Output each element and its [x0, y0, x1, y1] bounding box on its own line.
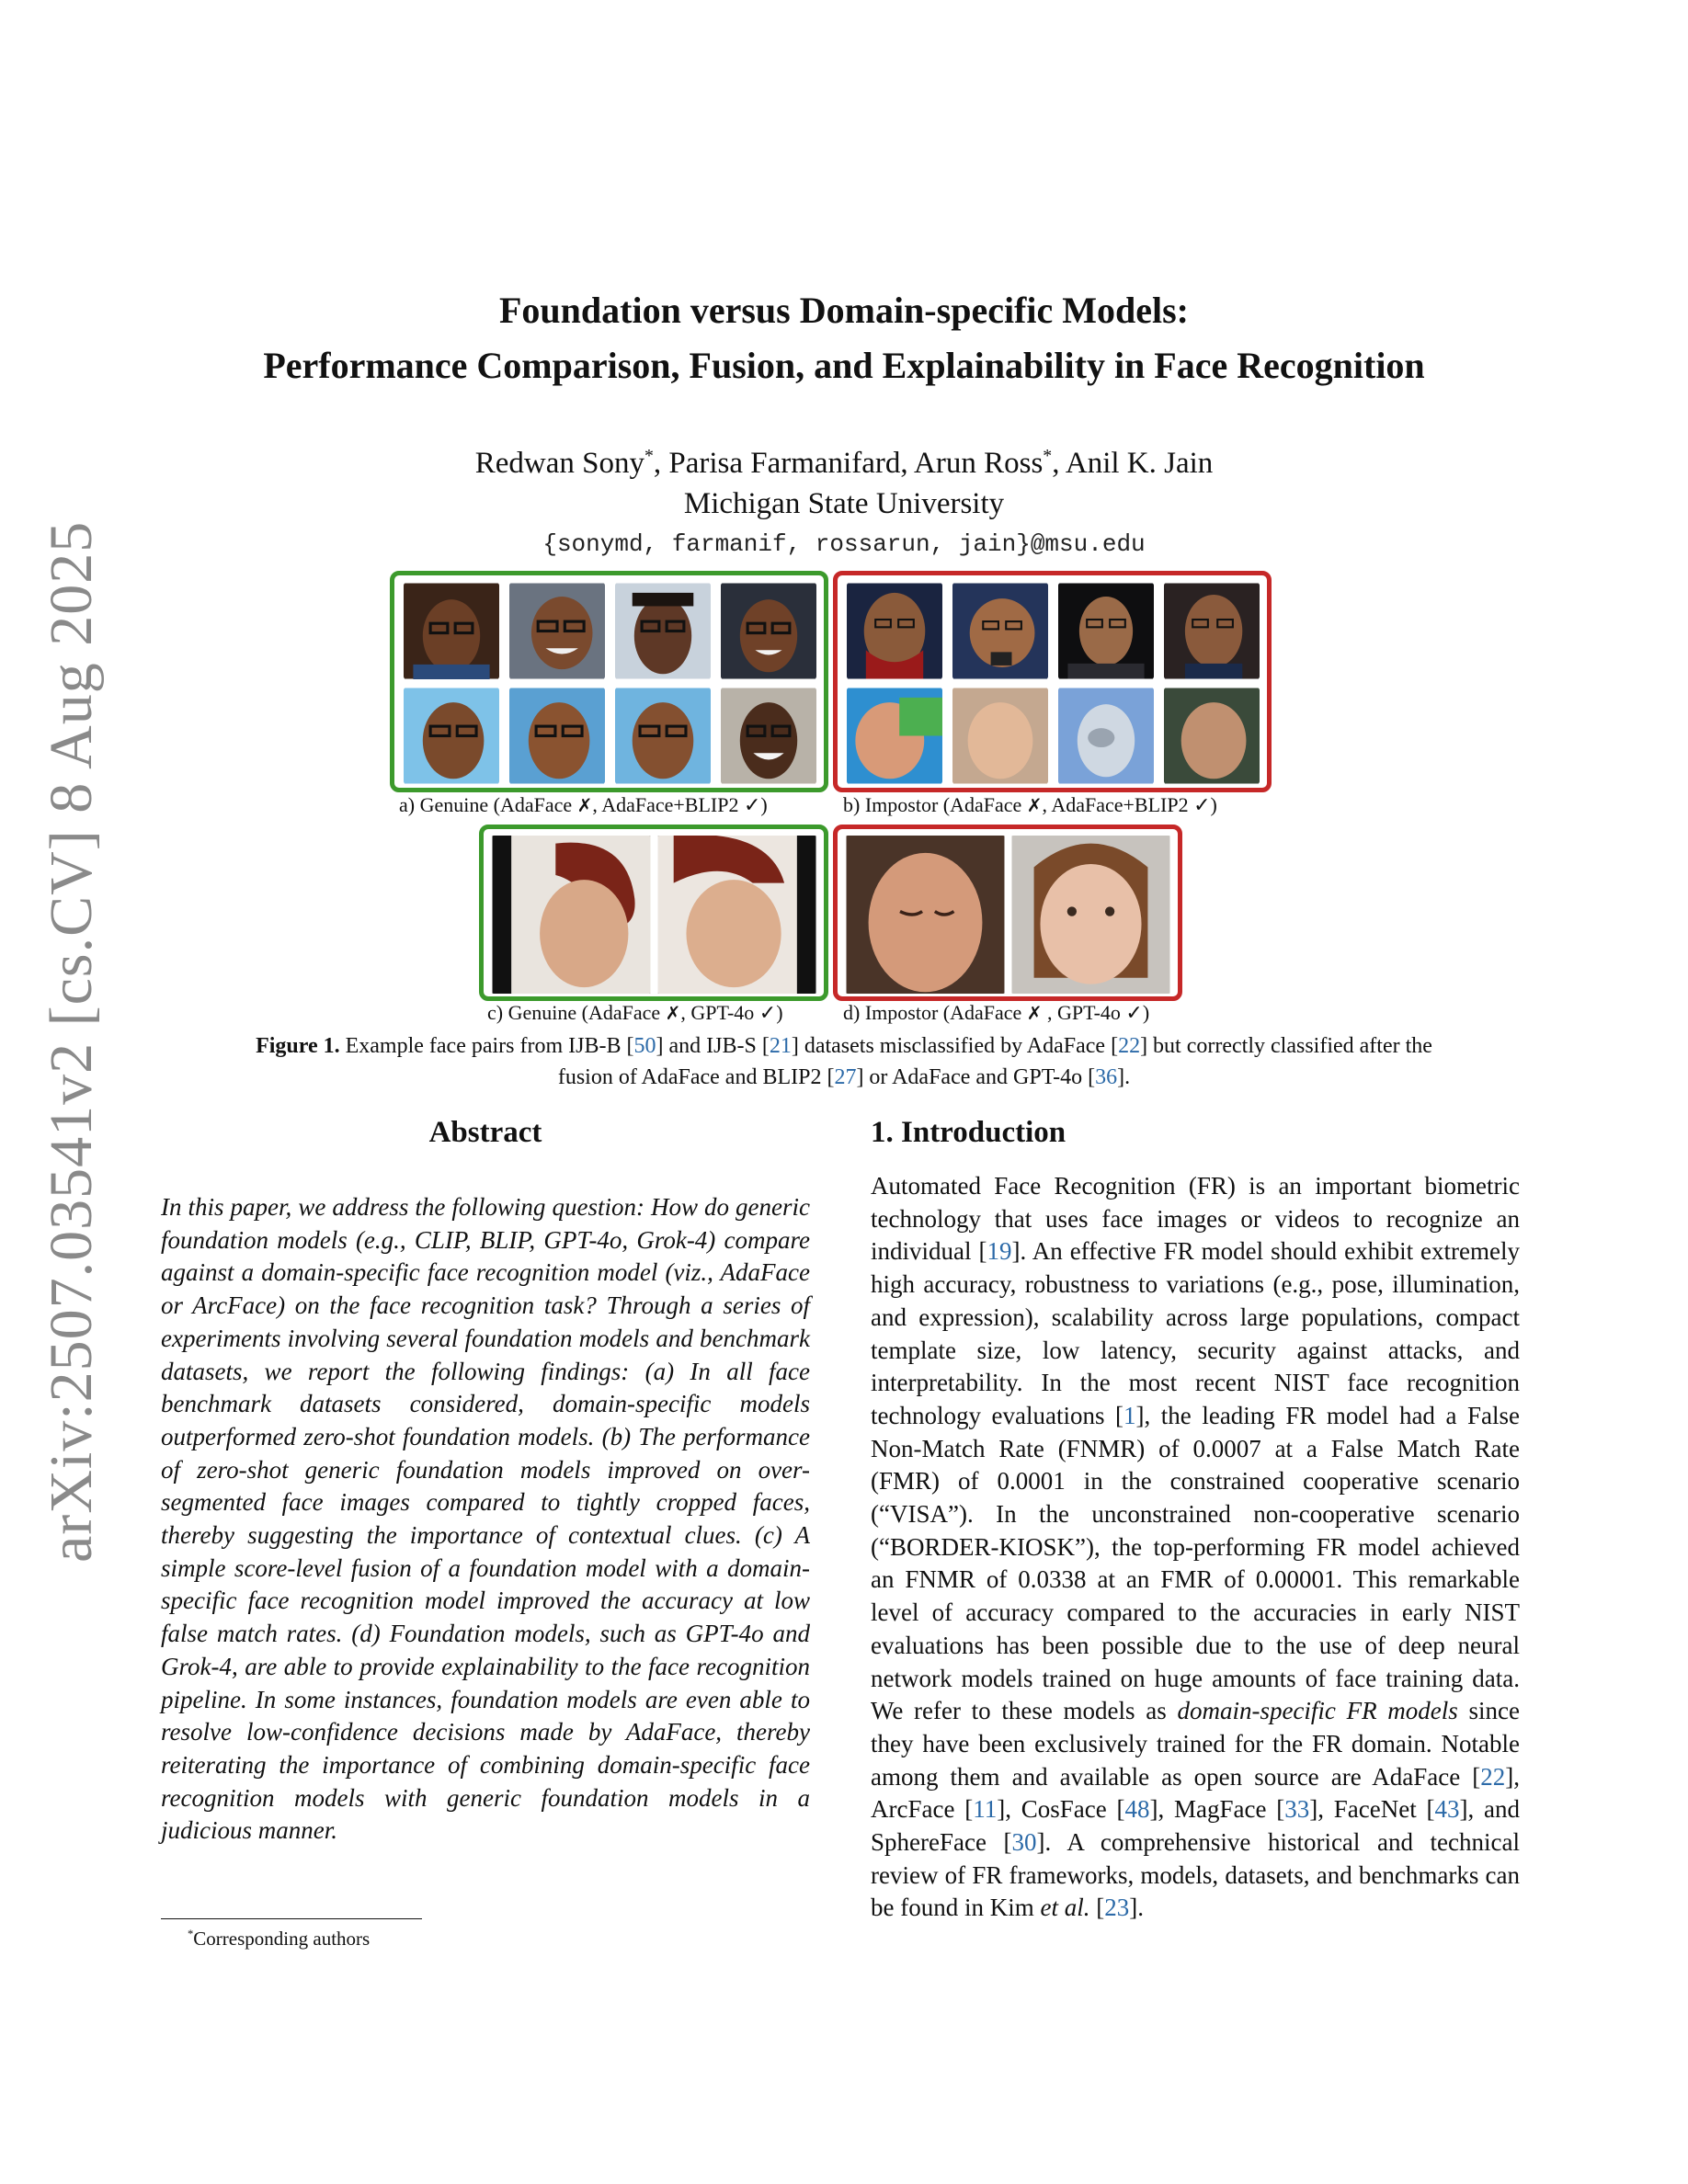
face-image	[404, 583, 499, 679]
subcaption-text: )	[1210, 793, 1217, 816]
author-4: , Anil K. Jain	[1052, 447, 1214, 480]
subcaption-text: , GPT-4o	[680, 1001, 759, 1024]
body-text: ], and SphereFace [	[871, 1795, 1521, 1857]
face-image	[509, 688, 605, 784]
subcaption-a	[399, 792, 768, 819]
body-text: Automated Face Recognition (FR) is an important biometric technology that uses face images or videos to recognize an individual [	[871, 1172, 1520, 1266]
abstract-heading: Abstract	[428, 1116, 542, 1149]
figure-caption	[175, 1030, 1513, 1093]
subcaption-text: b) Impostor (AdaFace	[843, 793, 1027, 816]
citation-link[interactable]: 43	[1434, 1795, 1460, 1824]
figure-label: Figure 1.	[256, 1034, 340, 1058]
citation-link[interactable]: 22	[1118, 1034, 1141, 1058]
check-mark-icon: ✓	[743, 794, 761, 817]
citation-link[interactable]: 11	[973, 1795, 998, 1824]
citation-link[interactable]: 36	[1095, 1065, 1118, 1089]
citation-link[interactable]: 22	[1480, 1762, 1506, 1791]
subcaption-text: )	[760, 793, 768, 816]
footnote-text: Corresponding authors	[193, 1928, 371, 1950]
subcaption-text: a) Genuine (AdaFace	[399, 793, 577, 816]
panel-a-genuine	[390, 571, 828, 792]
face-image	[845, 836, 1006, 994]
face-image	[847, 583, 942, 679]
emphasis-text: et al.	[1040, 1894, 1090, 1922]
body-text: since they have been exclusively trained for the FR domain. Notable among them and available as open source are AdaFace [	[871, 1697, 1520, 1791]
caption-text: Example face pairs from IJB-B [	[339, 1034, 634, 1058]
affiliation: Michigan State University	[683, 487, 1005, 520]
title-line-1: Foundation versus Domain-specific Models:	[499, 290, 1189, 331]
subcaption-text: )	[776, 1001, 783, 1024]
subcaption-text: c) Genuine (AdaFace	[487, 1001, 666, 1024]
check-mark-icon: ✓	[1193, 794, 1211, 817]
subcaption-text: d) Impostor (AdaFace	[843, 1001, 1027, 1024]
author-star: *	[1043, 446, 1053, 466]
panel-d-impostor	[833, 825, 1182, 1001]
author-star: *	[644, 446, 654, 466]
face-image	[721, 583, 816, 679]
subcaption-text: , AdaFace+BLIP2	[592, 793, 744, 816]
citation-link[interactable]: 21	[769, 1034, 792, 1058]
body-text: ], the leading FR model had a False Non-Match Rate (FNMR) of 0.0007 at a False Match Rate (FMR) of 0.0001 in the constrained cooperative scenario (“VISA”). In the unconstrained non-cooperative scenario (“BORDER-KIOSK”), the top-performing FR model achieved an FNMR of 0.0338 at an FMR of 0.00001. This remarkable level of accuracy compared to the accuracies in early NIST evaluations has been possible due to the use of deep neural network models trained on huge amounts of face training data. We refer to these models as	[871, 1401, 1520, 1725]
body-text: ]. A comprehensive historical and technical review of FR frameworks, models, datasets, and benchmarks can be found in Kim	[871, 1828, 1520, 1922]
face-image	[491, 836, 652, 994]
face-image	[952, 583, 1048, 679]
author-list	[0, 443, 1688, 483]
paper-title	[0, 283, 1688, 393]
body-text: ]. An effective FR model should exhibit extremely high accuracy, robustness to variations (e.g., pose, illumination, and expression), scalability across large populations, compact template size, low latency, security against attacks, and interpretability. In the most recent NIST face recognition technology evaluations [	[871, 1237, 1520, 1429]
subcaption-b	[843, 792, 1217, 819]
caption-text: ] or AdaFace and GPT-4o [	[856, 1065, 1096, 1089]
subcaption-text: )	[1142, 1001, 1150, 1024]
citation-link[interactable]: 33	[1284, 1795, 1310, 1824]
subcaption-d	[843, 1000, 1149, 1027]
caption-text: fusion of AdaFace and BLIP2 [	[557, 1065, 835, 1089]
face-image	[1164, 583, 1260, 679]
citation-link[interactable]: 1	[1123, 1401, 1136, 1429]
face-image	[1010, 836, 1171, 994]
x-mark-icon: ✗	[665, 1002, 681, 1024]
panel-b-impostor	[833, 571, 1272, 792]
body-text: ], CosFace [	[997, 1795, 1125, 1824]
author-2-3: , Parisa Farmanifard, Arun Ross	[653, 447, 1044, 480]
face-image	[1058, 583, 1154, 679]
author-1: Redwan Sony	[474, 447, 644, 480]
face-image	[952, 688, 1048, 784]
arxiv-identifier: arXiv:2507.03541v2 [cs.CV] 8 Aug 2025	[38, 520, 105, 1563]
x-mark-icon: ✗	[1026, 1002, 1043, 1024]
footnote-star: *	[188, 1928, 194, 1940]
face-image	[404, 688, 499, 784]
check-mark-icon: ✓	[1125, 1002, 1143, 1025]
face-image	[615, 688, 711, 784]
caption-text: ] but correctly classified after the	[1140, 1034, 1432, 1058]
body-text: ].	[1129, 1894, 1144, 1922]
check-mark-icon: ✓	[758, 1002, 777, 1025]
arxiv-sidebar	[26, 520, 118, 1563]
citation-link[interactable]: 19	[987, 1237, 1012, 1266]
introduction-heading: 1. Introduction	[871, 1116, 1066, 1149]
body-text: [	[1089, 1894, 1105, 1922]
title-line-2: Performance Comparison, Fusion, and Explainability in Face Recognition	[263, 345, 1425, 386]
face-image	[1058, 688, 1154, 784]
subcaption-c	[487, 1000, 783, 1027]
author-emails: {sonymd, farmanif, rossarun, jain}@msu.edu	[542, 530, 1146, 558]
citation-link[interactable]: 30	[1011, 1828, 1037, 1857]
face-image	[1164, 688, 1260, 784]
caption-text: ].	[1117, 1065, 1131, 1089]
body-text: ], MagFace [	[1149, 1795, 1285, 1824]
footnote-divider	[161, 1918, 422, 1919]
body-text: ], ArcFace [	[871, 1762, 1520, 1824]
subcaption-text: , AdaFace+BLIP2	[1042, 793, 1194, 816]
caption-text: ] datasets misclassified by AdaFace [	[791, 1034, 1119, 1058]
citation-link[interactable]: 50	[633, 1034, 656, 1058]
subcaption-text: , GPT-4o	[1042, 1001, 1126, 1024]
x-mark-icon: ✗	[1026, 794, 1043, 816]
x-mark-icon: ✗	[576, 794, 593, 816]
face-image	[721, 688, 816, 784]
footnote	[188, 1925, 370, 1952]
body-text: ], FaceNet [	[1309, 1795, 1435, 1824]
face-image	[656, 836, 817, 994]
emphasis-text: domain-specific FR models	[1177, 1697, 1458, 1725]
face-image	[847, 688, 942, 784]
panel-c-genuine	[479, 825, 828, 1001]
face-image	[509, 583, 605, 679]
citation-link[interactable]: 23	[1104, 1894, 1130, 1922]
abstract-body: In this paper, we address the following question: How do generic foundation models (e.g., CLIP, BLIP, GPT-4o, Grok-4) compare against a domain-specific face recognition model (viz., AdaFace or ArcFace) on the face recognition task? Through a series of experiments involving several foundation models and benchmark datasets, we report the following findings: (a) In all face benchmark datasets considered, domain-specific models outperformed zero-shot foundation models. (b) The performance of zero-shot generic foundation models improved on over-segmented face images compared to tightly cropped faces, thereby suggesting the importance of contextual clues. (c) A simple score-level fusion of a foundation model with a domain-specific face recognition model improved the accuracy at low false match rates. (d) Foundation models, such as GPT-4o and Grok-4, are able to provide explainability to the face recognition pipeline. In some instances, foundation models are even able to resolve low-confidence decisions made by AdaFace, thereby reiterating the importance of combining domain-specific face recognition models with generic foundation models in a judicious manner.	[161, 1193, 810, 1845]
citation-link[interactable]: 27	[834, 1065, 857, 1089]
face-image	[615, 583, 711, 679]
citation-link[interactable]: 48	[1124, 1795, 1150, 1824]
introduction-body	[871, 1170, 1520, 1925]
caption-text: ] and IJB-S [	[656, 1034, 770, 1058]
